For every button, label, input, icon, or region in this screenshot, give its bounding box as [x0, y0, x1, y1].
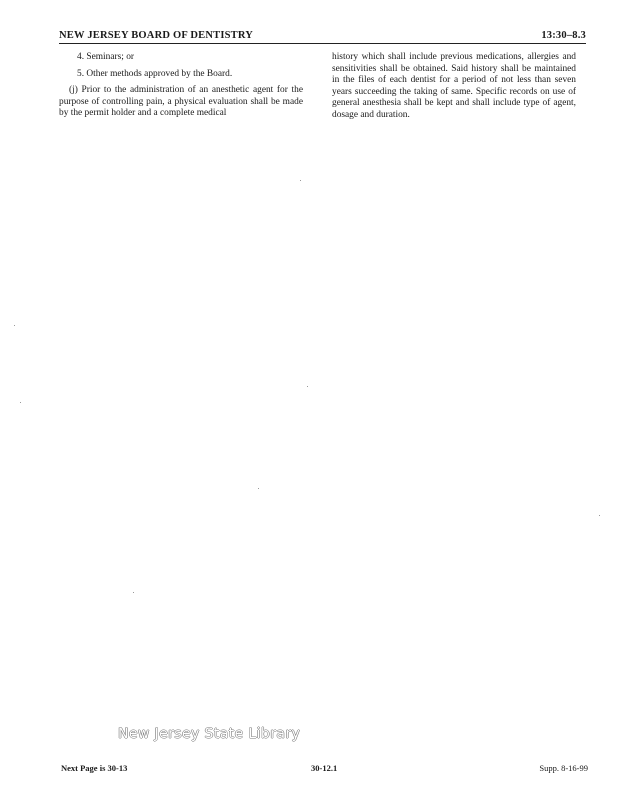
section-number: 13:30–8.3 [541, 30, 586, 41]
scan-speck [307, 386, 308, 387]
supplement-date: Supp. 8-16-99 [539, 763, 588, 773]
left-column [59, 52, 303, 120]
paragraph-j-continued: history which shall include previous medications, allergies and sensitivities shall be obtained. Said history shall be maintained in the files of each dentist for a period of not less than seven years succeeding the taking of same. Specific records on use of general anesthesia shall be kept and shall include type of agent, dosage and duration. [332, 52, 576, 120]
scan-speck [14, 325, 15, 326]
page-number: 30-12.1 [311, 763, 338, 773]
header-title: NEW JERSEY BOARD OF DENTISTRY [59, 30, 254, 41]
scan-speck [133, 592, 134, 593]
list-item: 4. Seminars; or [77, 52, 135, 62]
next-page-note: Next Page is 30-13 [61, 763, 128, 773]
library-watermark: New Jersey State Library [118, 726, 301, 742]
scan-speck [20, 402, 21, 403]
scan-speck [599, 515, 600, 516]
scan-speck [258, 488, 259, 489]
paragraph-j: (j) Prior to the administration of an anesthetic agent for the purpose of controlling pain, a physical evaluation shall be made by the permit holder and a complete medical [59, 85, 303, 119]
list-item: 5. Other methods approved by the Board. [77, 68, 233, 79]
right-column [332, 52, 576, 122]
header-rule [59, 43, 586, 44]
scan-speck [300, 180, 301, 181]
